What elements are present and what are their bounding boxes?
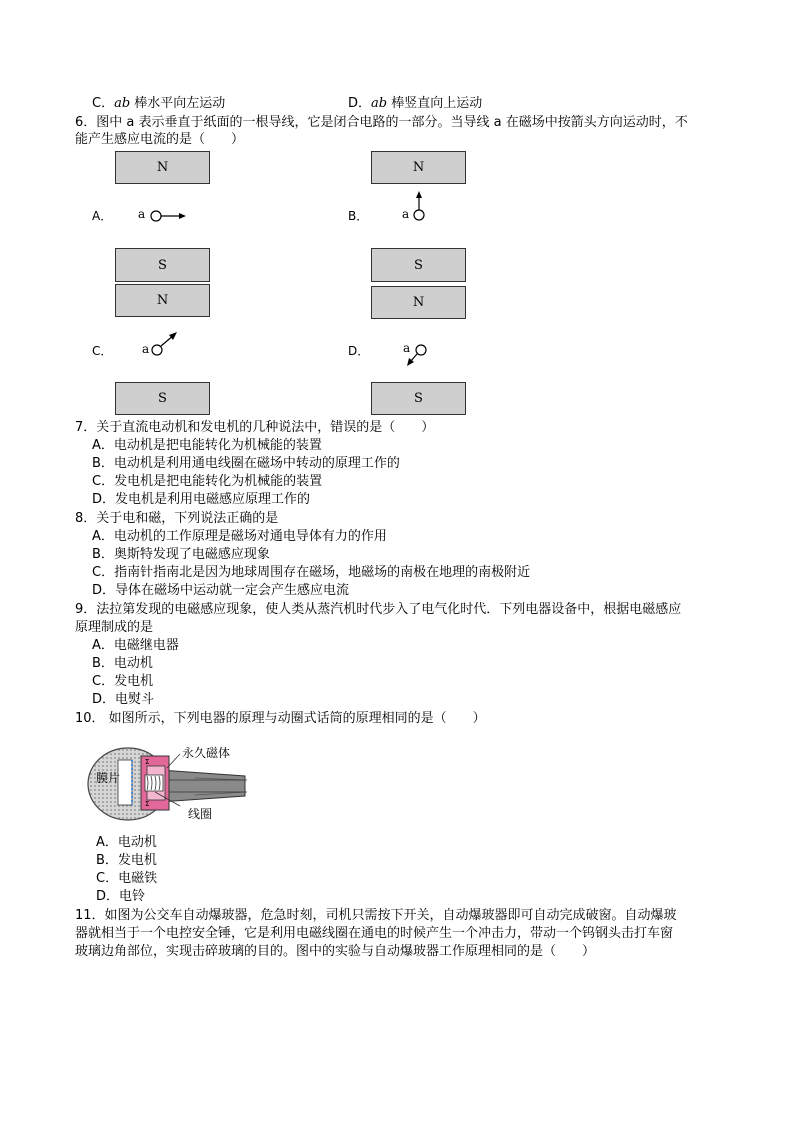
svg-text:Σ: Σ <box>145 758 150 766</box>
q10-stem: 10． 如图所示，下列电器的原理与动圈式话筒的原理相同的是（ ） <box>75 711 486 726</box>
q9-option-b: B．电动机 <box>92 656 153 671</box>
q9-stem-line1: 9．法拉第发现的电磁感应现象，使人类从蒸汽机时代步入了电气化时代．下列电器设备中，根据电磁感应 <box>75 602 682 617</box>
magnet-north-a: N <box>115 151 210 184</box>
option-a-label: A． <box>92 209 113 223</box>
q5-option-d: D．ab 棒竖直向上运动 <box>348 96 483 111</box>
option-d-label: D． <box>348 344 370 358</box>
q9-option-d: D．电熨斗 <box>92 692 155 707</box>
q7-option-d: D．发电机是利用电磁感应原理工作的 <box>92 492 311 507</box>
q6-stem-line1: 6．图中 a 表示垂直于纸面的一根导线，它是闭合电路的一部分。当导线 a 在磁场中按箭头方向运动时，不 <box>75 115 688 130</box>
diaphragm-label: 膜片 <box>96 771 121 785</box>
wire-diagonal-up-arrow-icon <box>150 328 190 368</box>
option-c-label: C． <box>92 344 113 358</box>
q5-option-c: C．ab 棒水平向左运动 <box>92 96 226 111</box>
option-b-label: B． <box>348 209 369 223</box>
q11-stem-line2: 器就相当于一个电控安全锤，它是利用电磁线圈在通电的时候产生一个冲击力，带动一个钨钢头击打车窗 <box>75 926 674 941</box>
q6-stem-line2: 能产生感应电流的是（ ） <box>75 132 245 147</box>
magnet-south-above-c: S <box>115 248 210 282</box>
magnet-north-c: N <box>115 284 210 317</box>
q7-option-a: A．电动机是把电能转化为机械能的装置 <box>92 438 322 453</box>
wire-b-label-a: a <box>402 207 410 221</box>
q7-option-b: B．电动机是利用通电线圈在磁场中转动的原理工作的 <box>92 456 400 471</box>
q8-option-c: C．指南针指南北是因为地球周围存在磁场，地磁场的南极在地理的南极附近 <box>92 565 531 580</box>
q7-option-c: C．发电机是把电能转化为机械能的装置 <box>92 474 323 489</box>
wire-c-label-a: a <box>142 342 150 356</box>
magnet-south-c: S <box>115 382 210 415</box>
wire-a-label-a: a <box>138 207 146 221</box>
wire-d-label-a: a <box>403 341 411 355</box>
magnet-south-above-d: S <box>371 248 466 282</box>
svg-text:Σ: Σ <box>145 800 150 808</box>
q10-option-a: A．电动机 <box>96 835 157 850</box>
q10-option-c: C．电磁铁 <box>96 871 158 886</box>
q11-stem-line3: 玻璃边角部位，实现击碎玻璃的目的。图中的实验与自动爆玻器工作原理相同的是（ ） <box>75 944 596 959</box>
wire-diagonal-down-arrow-icon <box>400 338 440 378</box>
q8-stem: 8．关于电和磁，下列说法正确的是 <box>75 511 279 526</box>
q7-stem: 7．关于直流电动机和发电机的几种说法中，错误的是（ ） <box>75 420 435 435</box>
q9-stem-line2: 原理制成的是 <box>75 620 154 635</box>
magnet-north-b: N <box>371 151 466 184</box>
magnet-south-d: S <box>371 382 466 415</box>
q9-option-a: A．电磁继电器 <box>92 638 179 653</box>
magnet-north-d: N <box>371 286 466 319</box>
q10-option-d: D．电铃 <box>96 889 146 904</box>
q10-option-b: B．发电机 <box>96 853 157 868</box>
q8-option-d: D．导体在磁场中运动就一定会产生感应电流 <box>92 583 350 598</box>
q8-option-b: B．奥斯特发现了电磁感应现象 <box>92 547 270 562</box>
q8-option-a: A．电动机的工作原理是磁场对通电导体有力的作用 <box>92 529 387 544</box>
q11-stem-line1: 11．如图为公交车自动爆玻器，危急时刻，司机只需按下开关，自动爆玻器即可自动完成破窗。自动爆玻 <box>75 908 677 923</box>
wire-up-arrow-icon <box>410 188 430 228</box>
q9-option-c: C．发电机 <box>92 674 154 689</box>
permanent-magnet-label: 永久磁体 <box>182 746 231 760</box>
coil-label: 线圈 <box>188 807 213 821</box>
wire-right-arrow-icon <box>148 206 208 226</box>
